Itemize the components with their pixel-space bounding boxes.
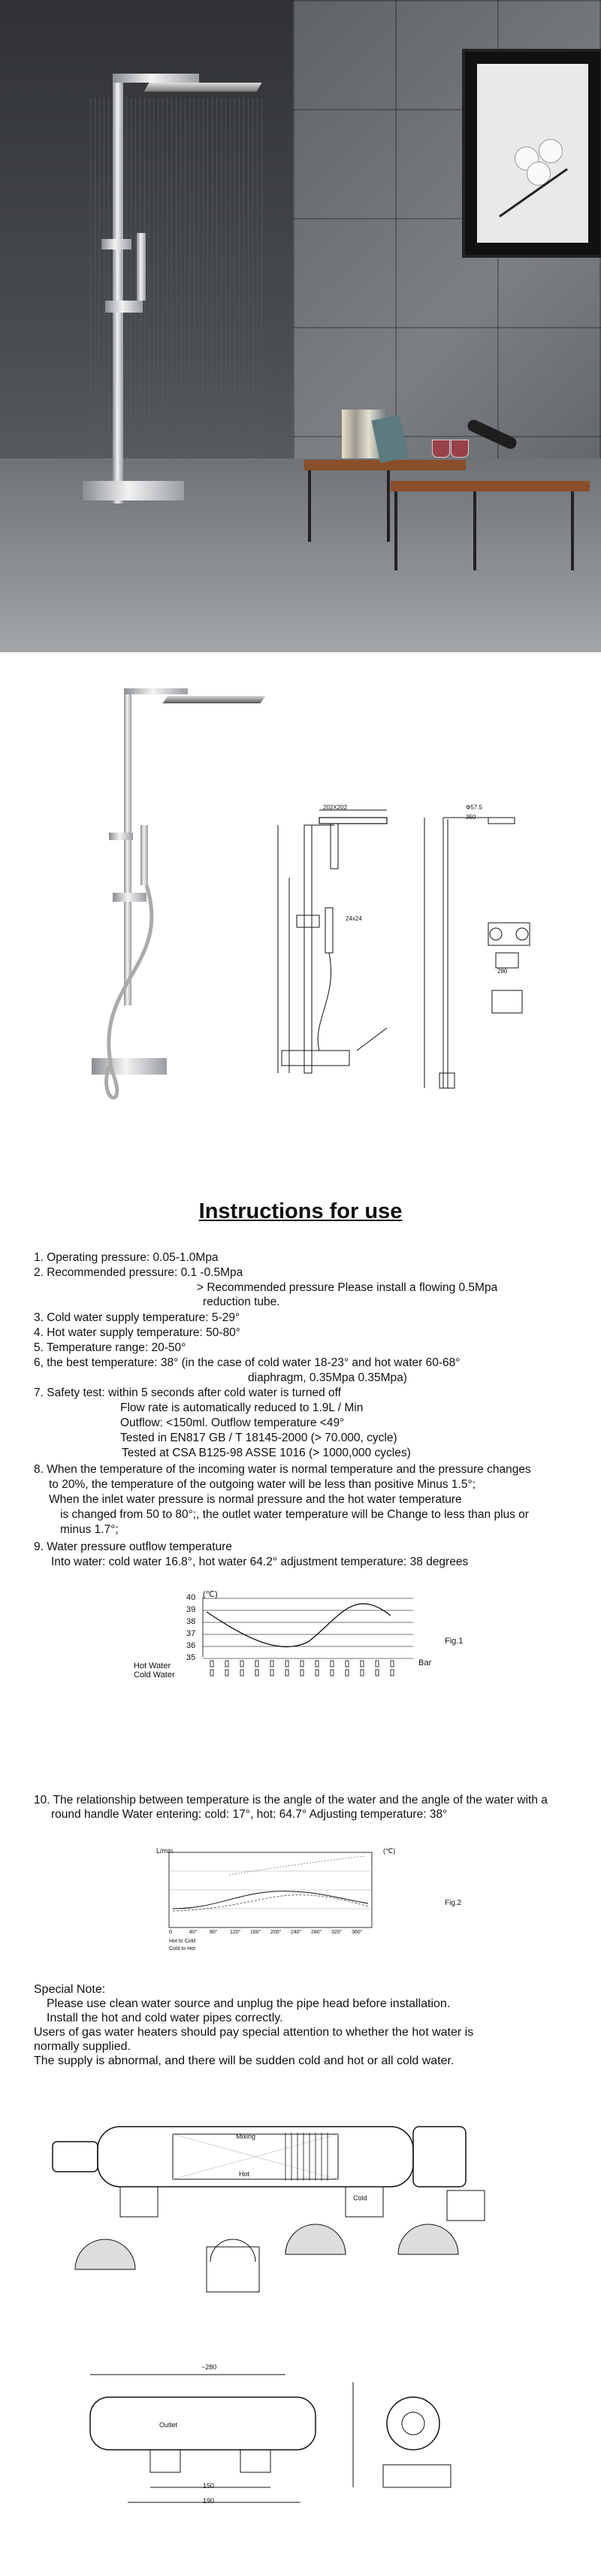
fig1-chart bbox=[128, 1589, 466, 1687]
rain-head bbox=[144, 83, 262, 92]
item-8-line: to 20%, the temperature of the outgoing water will be less than positive Minus 1.5°; bbox=[49, 1478, 476, 1491]
fig1-unit: (℃) bbox=[203, 1590, 218, 1599]
side-dimension-drawing bbox=[413, 803, 548, 1118]
product-hose bbox=[83, 878, 173, 1118]
fig2-caption: Fig.2 bbox=[445, 1899, 462, 1907]
mixer-dimension-drawing bbox=[60, 2360, 481, 2517]
product-arm bbox=[124, 688, 188, 694]
item-8-line: is changed from 50 to 80°;, the outlet water temperature will be Change to less than plus or bbox=[60, 1508, 529, 1521]
dim-label: 202X202 bbox=[323, 804, 348, 811]
front-dimension-drawing bbox=[267, 803, 402, 1103]
note-line: Install the hot and cold water pipes correctly. bbox=[47, 2012, 283, 2024]
fig2-xtick: 0 bbox=[169, 1930, 172, 1935]
fig1-hot-bars bbox=[210, 1661, 394, 1667]
dim-label: 150 bbox=[203, 2482, 215, 2490]
item-7-line: Outflow: <150ml. Outflow temperature <49° bbox=[120, 1416, 345, 1429]
fig1-tick: 35 bbox=[186, 1653, 196, 1662]
thermostatic-mixer bbox=[83, 481, 184, 500]
fig2-xtick: 320° bbox=[331, 1930, 343, 1935]
fig2-yright: (℃) bbox=[383, 1847, 396, 1855]
fig2-xtick: 160° bbox=[250, 1930, 261, 1935]
dim-label: 280 bbox=[497, 968, 508, 975]
fig1-bar-label: Bar bbox=[418, 1658, 432, 1667]
framed-picture bbox=[462, 49, 601, 258]
product-rain-head bbox=[162, 696, 265, 703]
product-drawing-section bbox=[0, 652, 601, 1193]
product-holder bbox=[109, 833, 133, 840]
hero-photo bbox=[0, 0, 601, 652]
section-label: Hot bbox=[239, 2170, 250, 2178]
item-4: 4. Hot water supply temperature: 50-80° bbox=[34, 1326, 241, 1339]
flower bbox=[539, 139, 563, 163]
item-1: 1. Operating pressure: 0.05-1.0Mpa bbox=[34, 1251, 219, 1264]
fig1-tick: 36 bbox=[186, 1641, 196, 1650]
slide-bracket bbox=[105, 301, 143, 313]
item-9-line: Into water: cold water 16.8°, hot water 64.2° adjustment temperature: 38 degrees bbox=[51, 1556, 469, 1568]
fig1-cold-label: Cold Water bbox=[134, 1670, 175, 1680]
dim-label: 350 bbox=[466, 814, 476, 821]
shower-arm bbox=[113, 74, 199, 83]
dim-label: ~280 bbox=[201, 2363, 217, 2371]
item-8-line: minus 1.7°; bbox=[60, 1523, 119, 1536]
item-2-note: > Recommended pressure Please install a flowing 0.5Mpa bbox=[197, 1281, 498, 1294]
item-8-line: When the inlet water pressure is normal pressure and the hot water temperature bbox=[49, 1493, 462, 1506]
note-line: The supply is abnormal, and there will be sudden cold and hot or all cold water. bbox=[34, 2054, 455, 2067]
fig1-tick: 39 bbox=[186, 1605, 196, 1614]
table-leg bbox=[387, 470, 390, 542]
table-leg bbox=[571, 491, 574, 570]
item-7-line: Flow rate is automatically reduced to 1.9L / Min bbox=[120, 1401, 364, 1414]
hand-shower-holder bbox=[101, 239, 131, 249]
side-table-top bbox=[391, 481, 590, 491]
fig2-curve-flow bbox=[229, 1856, 364, 1875]
dim-label: 190 bbox=[203, 2497, 215, 2505]
fig1-hot-label: Hot Water bbox=[134, 1661, 171, 1670]
table-leg bbox=[308, 470, 311, 542]
fig2-xtick: 280° bbox=[311, 1930, 322, 1935]
fig2-xtick: 80° bbox=[210, 1930, 218, 1935]
fig1-tick: 40 bbox=[186, 1593, 196, 1602]
item-10: 10. The relationship between temperature is the angle of the water and the angle of the water with a bbox=[34, 1794, 548, 1807]
item-2: 2. Recommended pressure: 0.1 -0.5Mpa bbox=[34, 1266, 243, 1279]
table-leg bbox=[394, 491, 397, 570]
section-label: Mixing bbox=[236, 2133, 256, 2140]
item-9: 9. Water pressure outflow temperature bbox=[34, 1540, 232, 1553]
item-3: 3. Cold water supply temperature: 5-29° bbox=[34, 1311, 240, 1324]
item-10-line: round handle Water entering: cold: 17°, hot: 64.7° Adjusting temperature: 38° bbox=[51, 1808, 448, 1821]
mixer-section-drawing bbox=[45, 2097, 526, 2314]
hand-shower bbox=[137, 233, 146, 301]
instructions-title: Instructions for use bbox=[198, 1199, 403, 1223]
item-2-note: reduction tube. bbox=[203, 1296, 280, 1308]
wine-glass bbox=[451, 440, 469, 458]
note-line: Please use clean water source and unplug the pipe head before installation. bbox=[47, 1997, 451, 2010]
fig1-tick: 37 bbox=[186, 1629, 196, 1638]
note-line: normally supplied. bbox=[34, 2040, 131, 2053]
table-leg bbox=[473, 491, 476, 570]
shower-riser-pipe bbox=[113, 75, 123, 503]
fig2-xtick: 240° bbox=[291, 1930, 302, 1935]
item-7-line: Tested at CSA B125-98 ASSE 1016 (> 1000,000 cycles) bbox=[122, 1447, 411, 1459]
item-7-line: Tested in EN817 GB / T 18145-2000 (> 70.000, cycle) bbox=[120, 1432, 397, 1444]
fig2-xtick: 200° bbox=[270, 1930, 282, 1935]
fig2-curve-hot bbox=[173, 1891, 368, 1909]
note-heading: Special Note: bbox=[34, 1983, 106, 1996]
fig2-legend: Hot to Cold bbox=[169, 1939, 196, 1944]
fig2-xtick: 360° bbox=[352, 1930, 363, 1935]
fig1-cold-bars bbox=[210, 1670, 394, 1676]
wine-glass bbox=[432, 440, 450, 458]
fig2-xtick: 120° bbox=[230, 1930, 241, 1935]
fig2-legend: Cold to Hot bbox=[169, 1946, 196, 1952]
item-7: 7. Safety test: within 5 seconds after cold water is turned off bbox=[34, 1386, 341, 1399]
item-6: 6, the best temperature: 38° (in the case of cold water 18-23° and hot water 60-68° bbox=[34, 1356, 461, 1369]
item-5: 5. Temperature range: 20-50° bbox=[34, 1341, 186, 1354]
section-label: Cold bbox=[353, 2194, 367, 2202]
fig2-ylabel: L/min bbox=[156, 1847, 174, 1855]
product-hand-shower bbox=[140, 825, 148, 885]
item-8: 8. When the temperature of the incoming water is normal temperature and the pressure changes bbox=[34, 1463, 531, 1476]
item-6-note: diaphragm, 0.35Mpa 0.35Mpa) bbox=[248, 1371, 407, 1384]
dim-label: 24x24 bbox=[346, 915, 362, 922]
fig2-xtick: 40° bbox=[189, 1930, 198, 1935]
dim-label: Φ57.5 bbox=[466, 804, 482, 811]
fig1-caption: Fig.1 bbox=[445, 1637, 464, 1646]
dim-label: Outlet bbox=[159, 2421, 178, 2429]
note-line: Users of gas water heaters should pay special attention to whether the hot water is bbox=[34, 2026, 474, 2039]
fig1-tick: 38 bbox=[186, 1617, 196, 1626]
